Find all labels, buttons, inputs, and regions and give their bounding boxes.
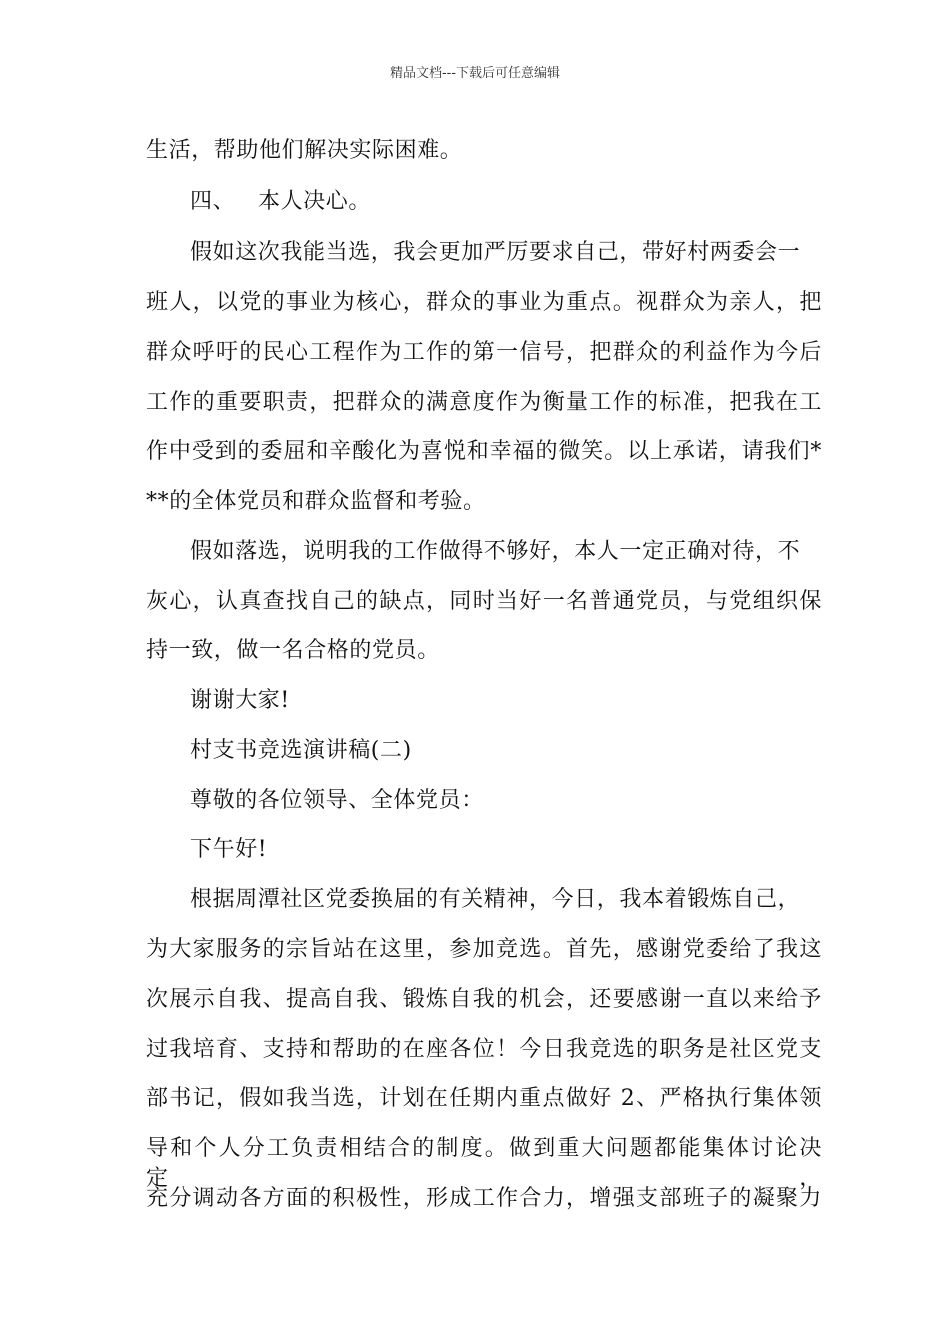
text-line: 工作的重要职责，把群众的满意度作为衡量工作的标准，把我在工 [146,390,822,415]
text-line: 谢谢大家! [190,688,290,713]
text-line: 群众呼吁的民心工程作为工作的第一信号，把群众的利益作为今后 [146,340,822,365]
text-line: 根据周潭社区党委换届的有关精神，今日，我本着锻炼自己， [190,887,801,912]
text-line: 为大家服务的宗旨站在这里，参加竞选。首先，感谢党委给了我这 [146,937,822,962]
page-header-watermark: 精品文档---下载后可任意编辑 [389,66,561,81]
text-line: 假如落选，说明我的工作做得不够好，本人一定正确对待，不 [190,539,801,564]
text-line: 灰心，认真查找自己的缺点，同时当好一名普通党员，与党组织保 [146,589,822,614]
text-line: 部书记，假如我当选，计划在任期内重点做好 2、严格执行集体领 [146,1086,822,1111]
text-line: 班人，以党的事业为核心，群众的事业为重点。视群众为亲人，把 [146,290,822,315]
text-line: 充分调动各方面的积极性，形成工作合力，增强支部班子的凝聚力 [146,1186,822,1211]
section-heading: 四、 本人决心。 [190,189,371,214]
salutation: 尊敬的各位领导、全体党员： [190,788,484,813]
text-line: 假如这次我能当选，我会更加严厉要求自己，带好村两委会一 [190,240,801,265]
greeting: 下午好! [190,837,268,862]
text-line: 作中受到的委屈和辛酸化为喜悦和幸福的微笑。以上承诺，请我们* [146,439,822,464]
text-line: 过我培育、支持和帮助的在座各位！今日我竞选的职务是社区党支 [146,1037,822,1062]
text-line: 导和个人分工负责相结合的制度。做到重大问题都能集体讨论决定， [146,1136,822,1191]
text-line: **的全体党员和群众监督和考验。 [146,489,486,514]
text-line: 次展示自我、提高自我、锻炼自我的机会，还要感谢一直以来给予 [146,987,822,1012]
text-line: 持一致，做一名合格的党员。 [146,638,440,663]
text-line: 生活，帮助他们解决实际困难。 [146,138,463,163]
subtitle: 村支书竞选演讲稿(二) [190,738,412,763]
